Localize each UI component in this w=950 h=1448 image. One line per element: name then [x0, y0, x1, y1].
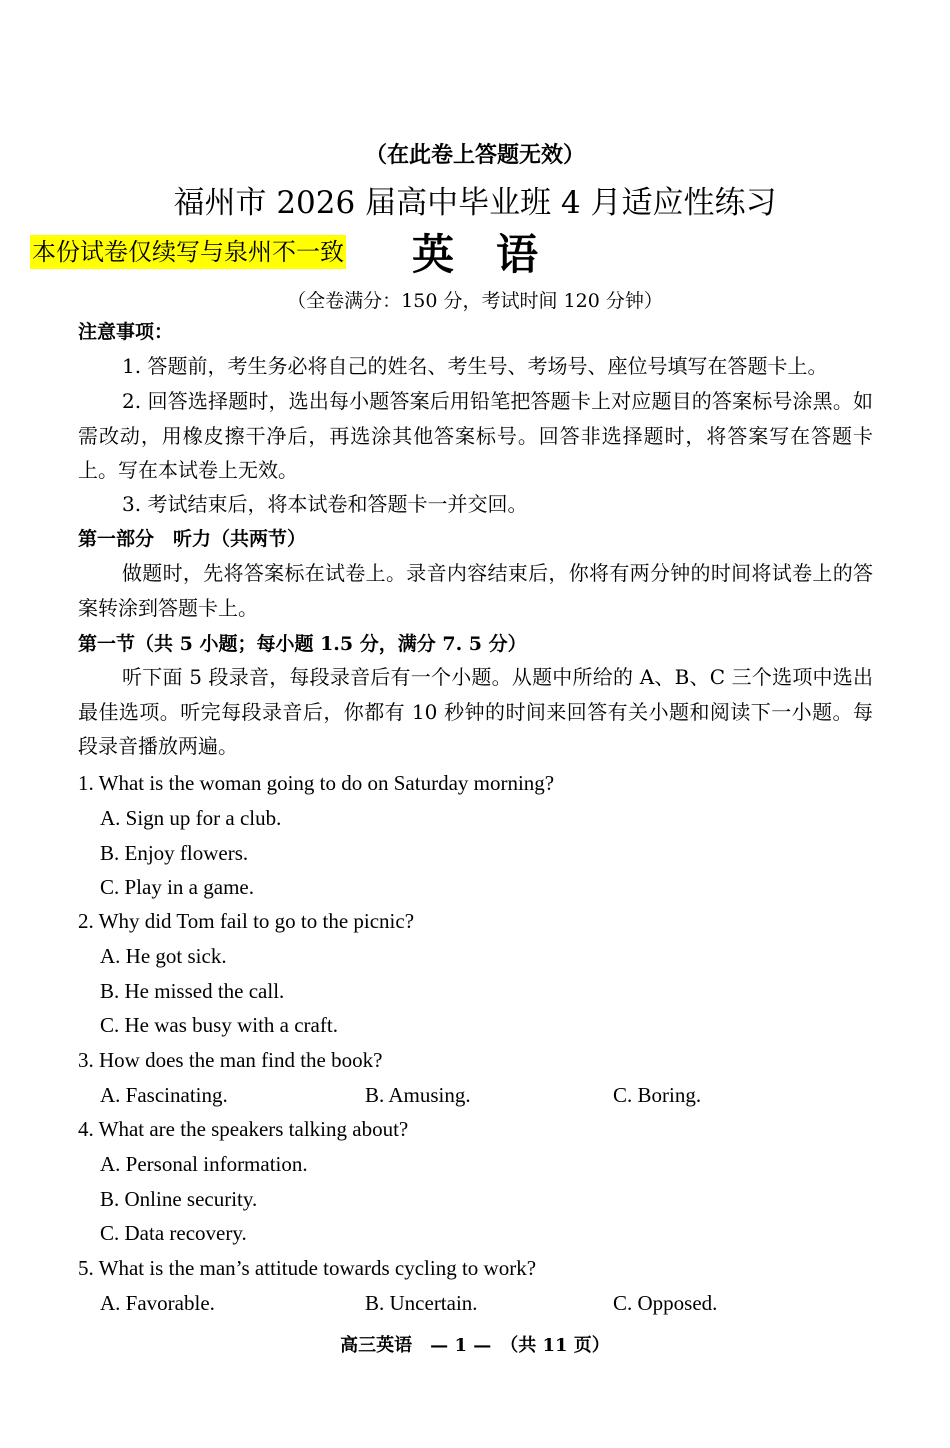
option-b: B. Amusing. — [365, 1083, 471, 1107]
question-stem: 5. What is the man’s attitude towards cycling to work? — [78, 1256, 537, 1280]
option-a: A. He got sick. — [100, 944, 227, 968]
option-c: C. Opposed. — [613, 1291, 718, 1315]
score-time: （全卷满分：150 分，考试时间 120 分钟） — [287, 290, 663, 312]
question-stem: 3. How does the man find the book? — [78, 1048, 383, 1072]
option-b: B. He missed the call. — [100, 979, 285, 1003]
option-b: B. Uncertain. — [365, 1291, 478, 1315]
question-stem: 1. What is the woman going to do on Saturday morning? — [78, 771, 555, 795]
notice-item-3: 3. 考试结束后，将本试卷和答题卡一并交回。 — [122, 492, 528, 516]
option-c: C. Play in a game. — [100, 875, 254, 899]
part1-instruction: 做题时，先将答案标在试卷上。录音内容结束后，你将有两分钟的时间将试卷上的答案转涂到答题卡上。 — [78, 561, 873, 620]
section1-heading: 第一节（共 5 小题；每小题 1.5 分，满分 7. 5 分） — [78, 633, 527, 655]
page-footer: 高三英语 — 1 — （共 11 页） — [340, 1335, 610, 1356]
option-b: B. Enjoy flowers. — [100, 841, 249, 865]
invalid-note: （在此卷上答题无效） — [364, 142, 585, 168]
option-a: A. Fascinating. — [100, 1083, 228, 1107]
option-a: A. Favorable. — [100, 1291, 215, 1315]
section1-instruction: 听下面 5 段录音，每段录音后有一个小题。从题中所给的 A、B、C 三个选项中选出最佳选项。听完每段录音后，你都有 10 秒钟的时间来回答有关小题和阅读下一小题。每段录音播放两遍。 — [78, 665, 873, 758]
option-c: C. He was busy with a craft. — [100, 1013, 338, 1037]
exam-title: 福州市 2026 届高中毕业班 4 月适应性练习 — [173, 185, 777, 221]
highlight-note: 本份试卷仅续写与泉州不一致 — [30, 235, 346, 269]
question-stem: 4. What are the speakers talking about? — [78, 1117, 409, 1141]
option-b: B. Online security. — [100, 1187, 258, 1211]
subject-title: 英 语 — [411, 230, 538, 279]
notice-item-1: 1. 答题前，考生务必将自己的姓名、考生号、考场号、座位号填写在答题卡上。 — [122, 354, 828, 378]
question-stem: 2. Why did Tom fail to go to the picnic? — [78, 909, 415, 933]
option-c: C. Boring. — [613, 1083, 702, 1107]
option-c: C. Data recovery. — [100, 1221, 247, 1245]
option-a: A. Personal information. — [100, 1152, 308, 1176]
part1-heading: 第一部分 听力（共两节） — [78, 528, 307, 550]
notice-item-2: 2. 回答选择题时，选出每小题答案后用铅笔把答题卡上对应题目的答案标号涂黑。如需改动，用橡皮擦干净后，再选涂其他答案标号。回答非选择题时，将答案写在答题卡上。写在本试卷上无效。 — [78, 389, 873, 482]
notice-heading: 注意事项： — [78, 321, 174, 343]
option-a: A. Sign up for a club. — [100, 806, 282, 830]
